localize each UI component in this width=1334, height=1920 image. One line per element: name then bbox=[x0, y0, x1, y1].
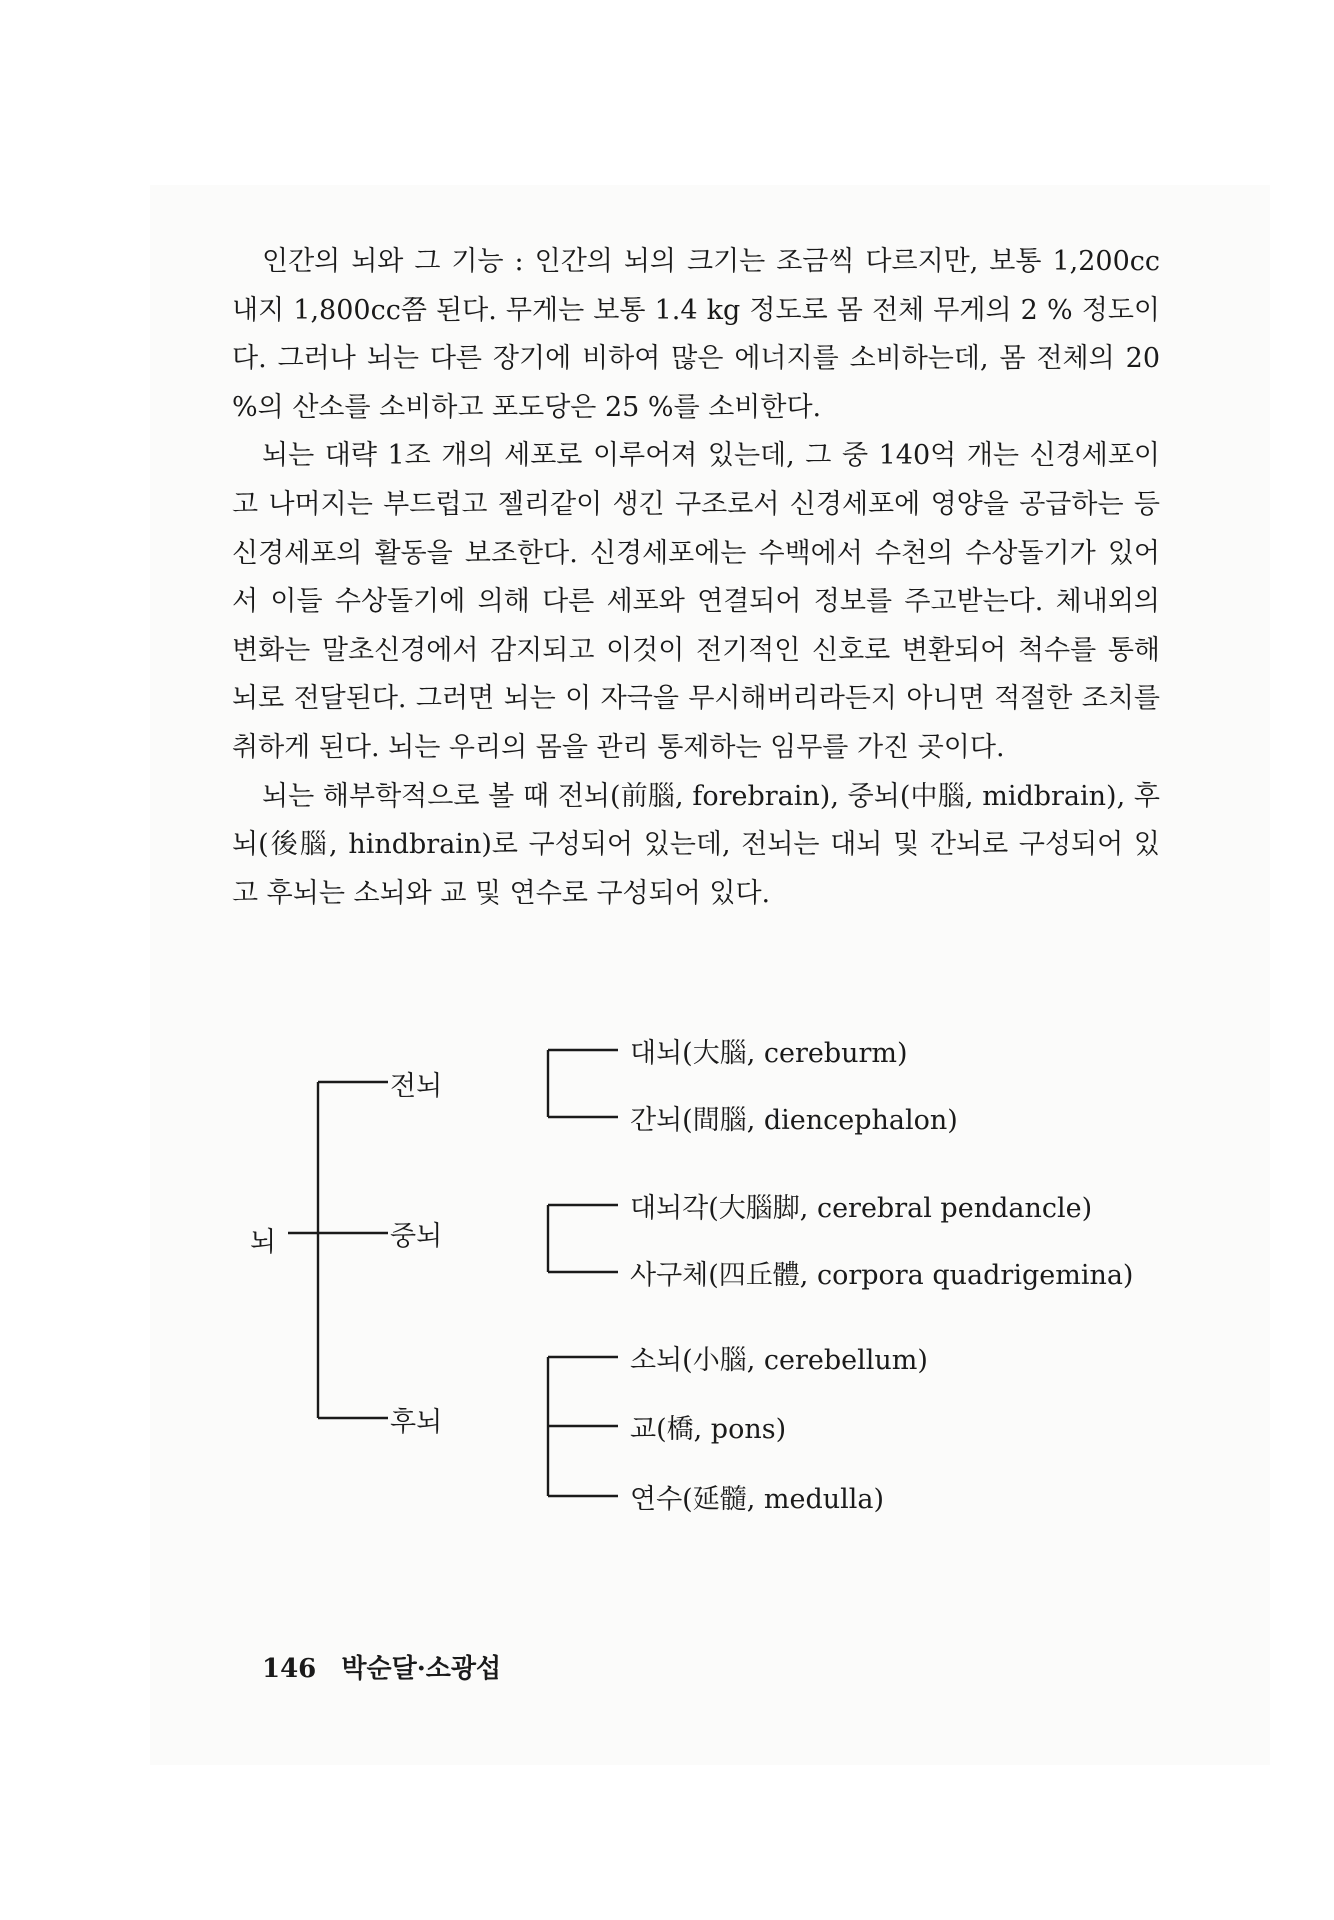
paragraph-3: 뇌는 해부학적으로 볼 때 전뇌(前腦, forebrain), 중뇌(中腦, midbrain), 후뇌(後腦, hindbrain)로 구성되어 있는데, 전뇌는 대뇌 및 간뇌로 구성되어 있고 후뇌는 소뇌와 교 및 연수로 구성되어 있다. bbox=[232, 780, 1160, 909]
diagram-leaf-corpora-quadrigemina: 사구체(四丘體, corpora quadrigemina) bbox=[630, 1260, 1134, 1291]
diagram-leaf-cerebellum: 소뇌(小腦, cerebellum) bbox=[630, 1345, 928, 1376]
paragraph-2: 뇌는 대략 1조 개의 세포로 이루어져 있는데, 그 중 140억 개는 신경세포이고 나머지는 부드럽고 젤리같이 생긴 구조로서 신경세포에 영양을 공급하는 등 신경세포의 활동을 보조한다. 신경세포에는 수백에서 수천의 수상돌기가 있어서 이들 수상돌기에 의해 다른 세포와 연결되어 정보를 주고받는다. 체내외의 변화는 말초신경에서 감지되고 이것이 전기적인 신호로 변환되어 척수를 통해 뇌로 전달된다. 그러면 뇌는 이 자극을 무시해버리라든지 아니면 적절한 조치를 취하게 된다. 뇌는 우리의 몸을 관리 통제하는 임무를 가진 곳이다. bbox=[232, 440, 1160, 763]
paragraph-1: 인간의 뇌와 그 기능 : 인간의 뇌의 크기는 조금씩 다르지만, 보통 1,200cc 내지 1,800cc쯤 된다. 무게는 보통 1.4 kg 정도로 몸 전체 무게의 2 % 정도이다. 그러나 뇌는 다른 장기에 비하여 많은 에너지를 소비하는데, 몸 전체의 20 %의 산소를 소비하고 포도당은 25 %를 소비한다. bbox=[232, 246, 1160, 423]
diagram-group-forebrain: 전뇌 bbox=[390, 1071, 443, 1102]
page-footer bbox=[262, 1648, 501, 1685]
footer-authors: 박순달·소광섭 bbox=[341, 1654, 502, 1684]
diagram-group-hindbrain: 후뇌 bbox=[390, 1407, 443, 1438]
diagram-root-label: 뇌 bbox=[250, 1227, 277, 1258]
diagram-leaf-cerebrum: 대뇌(大腦, cereburm) bbox=[630, 1038, 908, 1069]
diagram-leaf-pons: 교(橋, pons) bbox=[630, 1414, 787, 1445]
diagram-group-midbrain: 중뇌 bbox=[390, 1221, 443, 1252]
diagram-leaf-medulla: 연수(延髓, medulla) bbox=[630, 1484, 885, 1515]
body-text bbox=[232, 238, 1160, 918]
diagram-leaf-diencephalon: 간뇌(間腦, diencephalon) bbox=[630, 1105, 958, 1136]
page-number: 146 bbox=[262, 1654, 317, 1684]
diagram-leaf-cerebral-peduncle: 대뇌각(大腦脚, cerebral pendancle) bbox=[630, 1193, 1093, 1224]
